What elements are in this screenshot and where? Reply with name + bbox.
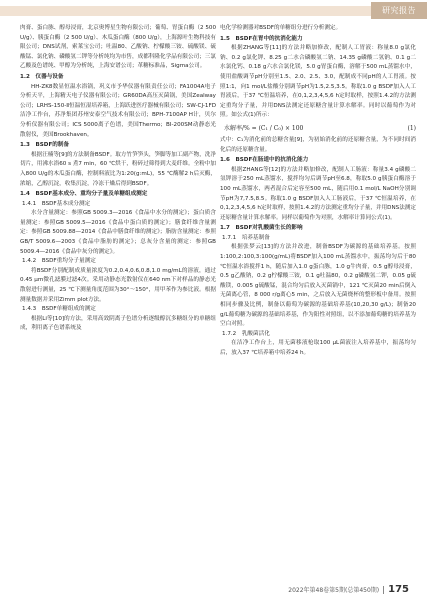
paragraph-instruments: HH-ZK8数显恒温水浴锅，巩义市予华仪器有限责任公司；FA1004A电子分析天平，上海精天电子仪器有限公司；GR60DA高压灭菌锅，美国Zealway公司；LRHS-150-Ⅱ恒温恒湿培养箱，上海跃进医疗器械有限公司；SW-CJ-1FD洁净工作台，苏净集团苏州安泰空气技术有限公司；BPH-7100AP H计，贝尔分析仪器有限公司；ICS 5000离子色谱，美国Thermo；BI-200SM动静态光散射仪，美国Brookhaven。 [20, 83, 216, 138]
formula-expression: 水解率/% = (C₁ / C₀) × 100 [224, 124, 304, 132]
paragraph-medium-prep: 根据张梦云[13]的方法并改进，制备BSDF为碳源的基础培养基。按照1:100,2:100,3:100(g/mL)将BSDF加入100 mL蒸馏水中，振荡均匀后于80 ℃恒温水浴搅拌1 h，随后加入1.0 g蛋白胨，1.0 g牛肉膏，0.5 g醇母浸膏，0.5 g乙酸钠，0.2 g柠檬酸三铵，0.1 g吐温80，0.2 g磷酸氢二钾，0.05 g硫酸镁，0.005 g硫酸锰，混合均匀后放入灭菌锅中，121 ℃灭菌20 min后倒入无菌离心管，8 000 r/g离心5 min，之后放入无菌烧杯的整形板中备用。按照相同步骤及比例，制备以葡萄为碳源的基础培养基(10,20,30 g/L)；制备20 g/L葡萄糖为碳源的基础培养基，作为阳性对照组，以不添加葡萄糖的培养基为空白对照。 [220, 244, 416, 328]
left-column [20, 24, 216, 334]
paragraph-molecular-weight: 将BSDF分别配制成质量浓度为0.2,0.4,0.6,0.8,1.0 mg/mL的溶液，通过0.45 μm微孔滤膜过滤4次。采用动静态光散射仪在640 nm下对样品的静态光散射进行测量，25 ℃下测量角度范围为30°～150°，用甲苯作为参比液。根据测量数据并采用Zimm plot方法。 [20, 267, 216, 303]
formula-hydrolysis [220, 121, 416, 136]
formula-number: (1) [407, 124, 416, 132]
journal-issue: 2022年第48卷第5期(总第450期) [288, 587, 380, 594]
paragraph-monosaccharide: 根据Li等[10]的方法，采用高效阴离子色谱分析逐级醇沉多糖组分的单糖组成，利用离子色谱系统及 [20, 315, 216, 332]
heading-1-4-1: 1.4.1 BSDF基本成分测定 [22, 200, 91, 207]
page-footer [288, 584, 409, 595]
page-number: 175 [388, 584, 409, 595]
paragraph-basic-components: 水分含量测定：参照GB 5009.3—2016《食品中水分的测定》；蛋白质含量测定：参照GB 5009.5—2016《食品中蛋白质的测定》；膳食纤维含量测定：参照GB 5009.88—2014《食品中膳食纤维的测定》；脂肪含量测定：参照GB/T 5009.6—2003《食品中脂肪的测定》；总灰分含量的测定：参照GB 5009.4—2016《食品中灰分的测定》。 [20, 210, 216, 255]
heading-1-4: 1.4 BSDF基本成分、重均分子量及单糖组成测定 [20, 191, 148, 198]
paragraph-continuation: 电化学检测器对BSDF的单糖组分进行分析测定。 [220, 25, 342, 31]
heading-1-2: 1.2 仪器与设备 [20, 73, 64, 80]
header-band [0, 6, 427, 16]
paragraph-bsdf-prep: 根据汪楠等[9]的方法制备BSDF。取方竹笋笋头，笋脚等加工副产物，洗净切片，用沸水浴60 s 煮7 min，60 ℃烘干，粉碎过筛得到大麦纤维。全粉中加入800 U/g的木瓜蛋白酶，控制料液比为1:20(g:mL)，55 ℃酶解2 h后灭酶，浓缩，乙醇沉淀，收集沉淀，冷冻干燥后得到BSDF。 [20, 151, 216, 187]
paragraph-formula-legend: 式中：C₁为消化前的总糖含量[9]，为初始消化前的还原糖含量，为不同时间消化后的还原糖含量。 [220, 136, 416, 153]
heading-1-5: 1.5 BSDF在胃中的抗消化能力 [220, 35, 303, 42]
heading-1-7-2: 1.7.2 乳酸菌活化 [222, 330, 270, 337]
heading-1-4-3: 1.4.3 BSDF单糖组成的测定 [22, 306, 96, 313]
paragraph-gastric-digestion: 根据ZHANG等[11]的方法并略加修改，配制人工胃液：称量8.0 g氯化钠、0.2 g氯化钾、8.25 g二水合磷酸氢二钠、14.35 g磷酸二氢钠、0.1 g二水氯化钙、0.18 g六水合氯化镁，5.0 g胃蛋白酶，溶解于500 mL蒸馏水中，使用盐酸调节pH分别至1.5、2.0、2.5、3.0，配制成不同pH的人工胃液。按照1:1，向1 mol/L盐酸分别调节pH为1.5,2.5,3.5。称取1.0 g BSDF加入人工胃液后，于37 ℃恒温培养，在0,1,2,3,4,5,6 h定时取样，按照1.4.2的方法测定重均分子量，并用DNS法测定还原糖含量计算水解率。同时以葡萄作为对照。如公式(1)所示： [220, 45, 416, 119]
heading-1-4-2: 1.4.2 BSDF重均分子量测定 [22, 258, 96, 265]
right-column [220, 24, 416, 359]
heading-1-7-1: 1.7.1 培养基制备 [222, 234, 270, 241]
paragraph-reagents: 肉膏、蛋白胨、醇母浸膏，北京奥博星生物有限公司；葡萄、胃蛋白酶（2 500 U/g）、胰蛋白酶（2 500 U/g）、木瓜蛋白酶（800 U/g），上海源叶生物科技有限公司；DNS试剂，索莱宝公司；吐温80、乙酸钠、柠檬酸三铵、硫酸镁、硫酸锰、氯化钠、磷酸氢二钾等分析纯均为市售，成都科隆化学品有限公司；三氯乙酸及色谱纯、甲醇为分析纯，上海安谱公司；革糖标准品，Sigma公司。 [20, 25, 216, 70]
heading-1-3: 1.3 BSDF的制备 [20, 142, 70, 149]
heading-1-6: 1.6 BSDF在肠道中的抗消化能力 [220, 157, 309, 164]
section-tag: 研究报告 [371, 2, 427, 19]
paragraph-intestinal-digestion: 根据ZHANG等[12]的方法并略加修改，配制人工肠液：称量3.4 g磷酸二氢钾溶于250 mL蒸馏水，搅拌均匀后调节pH至6.8，称取5.0 g胰蛋白酶溶于100 mL蒸馏水，两者混合后定容至500 mL，随后用0.1 mol/L NaOH分别调节pH为7,7.5,8.5。称取1.0 g BSDF加入人工肠液后，于37 ℃恒温培养，在0,1,2,3,4,5,6 h定时取样，按照1.4.2的方法测定重均分子量，并用DNS法测定还原糖含量计算水解率。同样以葡萄作为对照，水解率计算同公式(1)。 [220, 166, 416, 221]
heading-1-7: 1.7 BSDF对乳酸菌生长的影响 [220, 225, 303, 232]
paragraph-activation: 在洁净工作台上，用无菌移液枪取100 μL菌液注入培养基中，振荡均匀后，放入37 ℃培养箱中培养24 h。 [220, 340, 416, 356]
footer-divider [383, 586, 384, 594]
